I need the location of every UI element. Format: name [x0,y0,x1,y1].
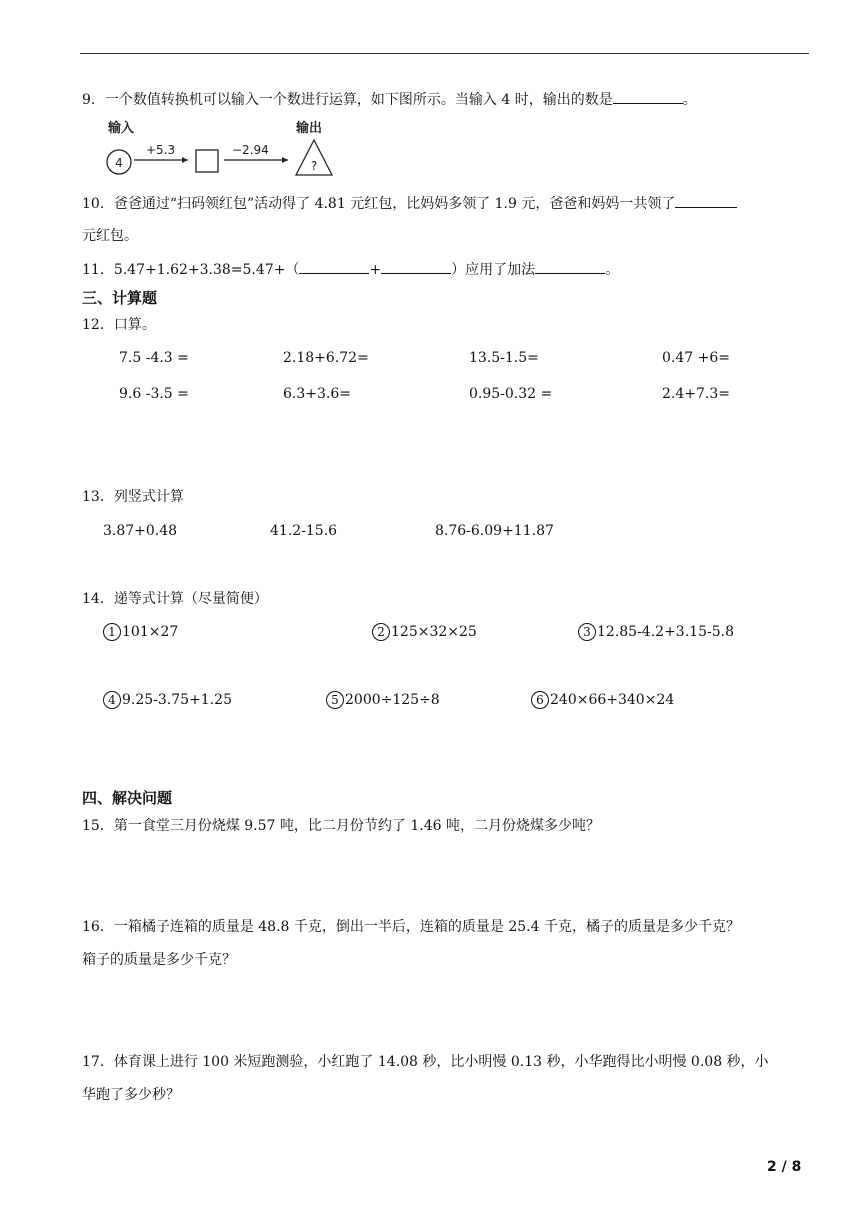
circled-number-5: 5 [326,691,344,709]
question-11 [82,259,619,280]
circled-number-3: 3 [578,623,596,641]
stepwise-expression: 101×27 [122,624,179,640]
stepwise-expression: 240×66+340×24 [550,692,675,708]
question-13-title: 13．列竖式计算 [82,489,184,505]
circled-number-2: 2 [372,623,390,641]
mental-math-item: 13.5-1.5= [469,350,539,366]
answer-blank[interactable] [299,259,369,274]
question-11-text-b: ）应用了加法 [451,262,536,278]
question-10-text: 10．爸爸通过“扫码领红包”活动得了 4.81 元红包，比妈妈多领了 1.9 元，爸爸和妈妈一共领了 [82,196,676,212]
stepwise-item-6 [531,691,674,709]
vertical-calc-item: 3.87+0.48 [103,523,178,539]
mental-math-item: 6.3+3.6= [283,386,351,402]
op2-label: −2.94 [232,143,269,157]
question-17-line-1: 17．体育课上进行 100 米短跑测验，小红跑了 14.08 秒，比小明慢 0.13 秒，小华跑得比小明慢 0.08 秒，小 [82,1054,769,1070]
question-14-title: 14．递等式计算（尽量简便） [82,591,268,607]
question-9-end: 。 [682,92,697,108]
op1-label: +5.3 [146,143,176,157]
stepwise-expression: 9.25-3.75+1.25 [122,692,232,708]
vertical-calc-item: 8.76-6.09+11.87 [435,523,554,539]
mental-math-item: 2.18+6.72= [283,350,369,366]
stepwise-item-1 [103,623,178,641]
question-15: 15．第一食堂三月份烧煤 9.57 吨，比二月份节约了 1.46 吨，二月份烧煤多少吨？ [82,818,600,834]
circled-number-1: 1 [103,623,121,641]
mental-math-item: 2.4+7.3= [662,386,730,402]
circled-number-6: 6 [531,691,549,709]
section-3-heading: 三、计算题 [82,289,158,307]
question-9-text: 9．一个数值转换机可以输入一个数进行运算，如下图所示。当输入 4 时，输出的数是 [82,92,613,108]
output-value: ? [310,159,318,173]
question-11-text-a: 11．5.47+1.62+3.38=5.47+（ [82,262,300,278]
question-10-line-1 [82,193,737,214]
stepwise-item-5 [326,691,440,709]
page-number: 2 / 8 [767,1159,802,1175]
question-9 [82,89,697,110]
mental-math-item: 9.6 -3.5 = [119,386,189,402]
mental-math-item: 7.5 -4.3 = [119,350,189,366]
answer-blank[interactable] [381,259,451,274]
stepwise-expression: 2000÷125÷8 [345,692,440,708]
question-12-title: 12．口算。 [82,317,156,333]
input-value: 4 [115,156,123,170]
header-rule [80,53,809,54]
output-label: 输出 [296,121,323,136]
stepwise-item-3 [578,623,734,641]
question-17-line-2: 华跑了多少秒？ [82,1087,180,1103]
answer-blank[interactable] [613,89,683,104]
mental-math-item: 0.47 +6= [662,350,730,366]
arrow-1-head [182,157,188,163]
stepwise-expression: 125×32×25 [391,624,477,640]
question-10-line-2: 元红包。 [82,228,138,244]
vertical-calc-item: 41.2-15.6 [270,523,338,539]
answer-blank[interactable] [535,259,605,274]
number-machine-diagram [104,120,344,178]
stepwise-expression: 12.85-4.2+3.15-5.8 [597,624,734,640]
answer-blank[interactable] [675,193,737,208]
stepwise-item-4 [103,691,232,709]
question-16-line-2: 箱子的质量是多少千克？ [82,952,236,968]
middle-box [196,150,218,172]
plus-sign: + [369,262,382,278]
section-4-heading: 四、解决问题 [82,789,173,807]
question-16-line-1: 16．一箱橘子连箱的质量是 48.8 千克，倒出一半后，连箱的质量是 25.4 千克，橘子的质量是多少千克？ [82,919,740,935]
arrow-2-head [282,157,288,163]
stepwise-item-2 [372,623,477,641]
mental-math-item: 0.95-0.32 = [469,386,553,402]
question-11-end: 。 [605,262,620,278]
circled-number-4: 4 [103,691,121,709]
input-label: 输入 [108,121,135,136]
